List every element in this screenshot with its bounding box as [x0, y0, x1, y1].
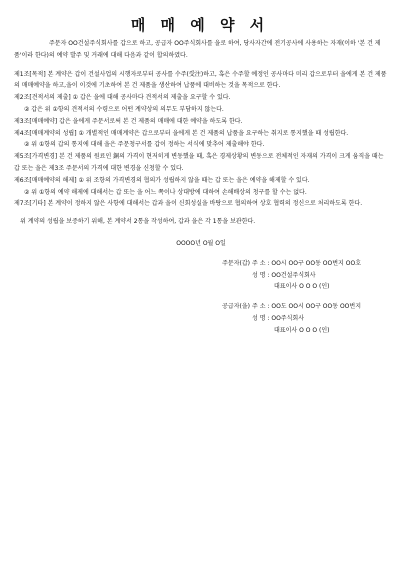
article-7-text: 제7조[기타] 본 계약이 정하지 않은 사항에 대해서는 갑과 을이 신회성실을 바탕으로 협의하여 상호 협력의 정신으로 처리하도록 한다. — [14, 200, 363, 208]
buyer-address: OO시 OO구 OO동 OO번지 OO호 — [271, 259, 361, 267]
supplier-representative-row — [192, 325, 388, 337]
buyer-name-row — [192, 270, 388, 282]
article-1 — [14, 69, 388, 93]
supplier-address-label: 주 소 : — [252, 303, 270, 311]
article-3 — [14, 116, 388, 128]
article-4 — [14, 128, 388, 152]
buyer-address-row — [192, 258, 388, 270]
buyer-block — [192, 258, 388, 293]
supplier-name-row — [192, 313, 388, 325]
supplier-name: OO주식회사 — [271, 314, 304, 322]
article-2-clause-2: ② 갑은 위 ①항의 견적서의 수령으로 어떤 계약상의 의무도 부담하지 않는다. — [24, 105, 224, 113]
supplier-label: 공급자(을) — [222, 303, 250, 311]
article-5-text: 제5조[가격변경] 본 건 제품의 원료인 銅의 가격이 현저히게 변동했을 때, 혹은 경제상황의 변동으로 전체적인 자재의 가격이 크게 움직을 때는 갑 또는 을은 제3조 주문서의 가격에 대한 변경을 신청할 수 있다. — [14, 153, 384, 172]
buyer-representative-row — [192, 281, 388, 293]
supplier-address-row — [192, 301, 388, 313]
document-body — [14, 38, 388, 337]
article-6-text: 제6조[매매예약의 해제] ① 위 조항의 가격변경의 협의가 성립하지 않을 때는 갑 또는 을은 예약을 해제할 수 있다. — [14, 176, 310, 184]
article-3-text: 제3조[매매예약] 갑은 을에게 주문서로써 본 건 제품의 매매에 대한 예약을 하도록 한다. — [14, 117, 243, 125]
article-6-clause-2: ② 위 ①항의 예약 해제에 대해서는 갑 또는 을 어느 쪽이나 상대방에 대하여 손해배상의 청구를 할 수는 없다. — [24, 188, 307, 196]
supplier-address: OO도 OO시 OO구 OO동 OO번지 — [271, 303, 361, 311]
document-title: 매 매 예 약 서 — [130, 16, 270, 34]
article-2-text: 제2조[견적서의 제출] ① 갑은 을에 대해 공사마다 견적서의 제출을 요구할 수 있다. — [14, 94, 231, 102]
buyer-address-label: 주 소 : — [252, 259, 270, 267]
article-1-text: 제1조[목적] 본 계약은 갑이 건설사업의 시행자로부터 공사를 수주(受注)하고, 혹은 수주할 예정인 공사마다 미리 갑으로부터 을에게 본 건 제품의 매매예약을 하고,을이 이것에 기초하여 본 건 제품을 생산하여 납품에 대비하는 것을 목적으로 한다. — [14, 70, 387, 90]
closing-paragraph: 위 계약의 성립을 보증하기 위해, 본 계약서 2통을 작성하여, 갑과 을은 각 1통을 보관한다. — [20, 218, 256, 226]
article-4-clause-2: ② 위 ①항의 갑의 통지에 대해 을은 주문청구서를 갑이 정하는 서식에 맞추어 제출해야 한다. — [24, 141, 265, 149]
article-4-text: 제4조[매매계약의 성립] ① 개별적인 매매계약은 갑으로부터 을에게 본 건 제품의 납품을 요구하는 취지로 통지했을 때 성립한다. — [14, 129, 349, 137]
article-5 — [14, 151, 388, 175]
buyer-representative: 대표이사 O O O (인) — [274, 283, 330, 291]
supplier-name-label: 성 명 : — [252, 314, 270, 322]
intro-paragraph: 주문자 OO건설주식회사를 갑으로 하고, 공급자 OO주식회사를 을로 하여, 당사자간에 전기공사에 사용하는 자재(이하 '본 건 제품'이라 한다)의 예약 발주 및 거래에 대해 다음과 같이 합의하였다. — [14, 40, 381, 59]
article-7 — [14, 198, 388, 210]
article-2 — [14, 92, 388, 116]
contract-date: OOOO년 O월 O일 — [176, 239, 226, 247]
article-6 — [14, 175, 388, 199]
supplier-block — [192, 301, 388, 336]
buyer-name-label: 성 명 : — [252, 271, 270, 279]
buyer-label: 주문자(갑) — [222, 259, 250, 267]
supplier-representative: 대표이사 O O O (인) — [274, 326, 330, 334]
buyer-name: OO건설주식회사 — [271, 271, 316, 279]
